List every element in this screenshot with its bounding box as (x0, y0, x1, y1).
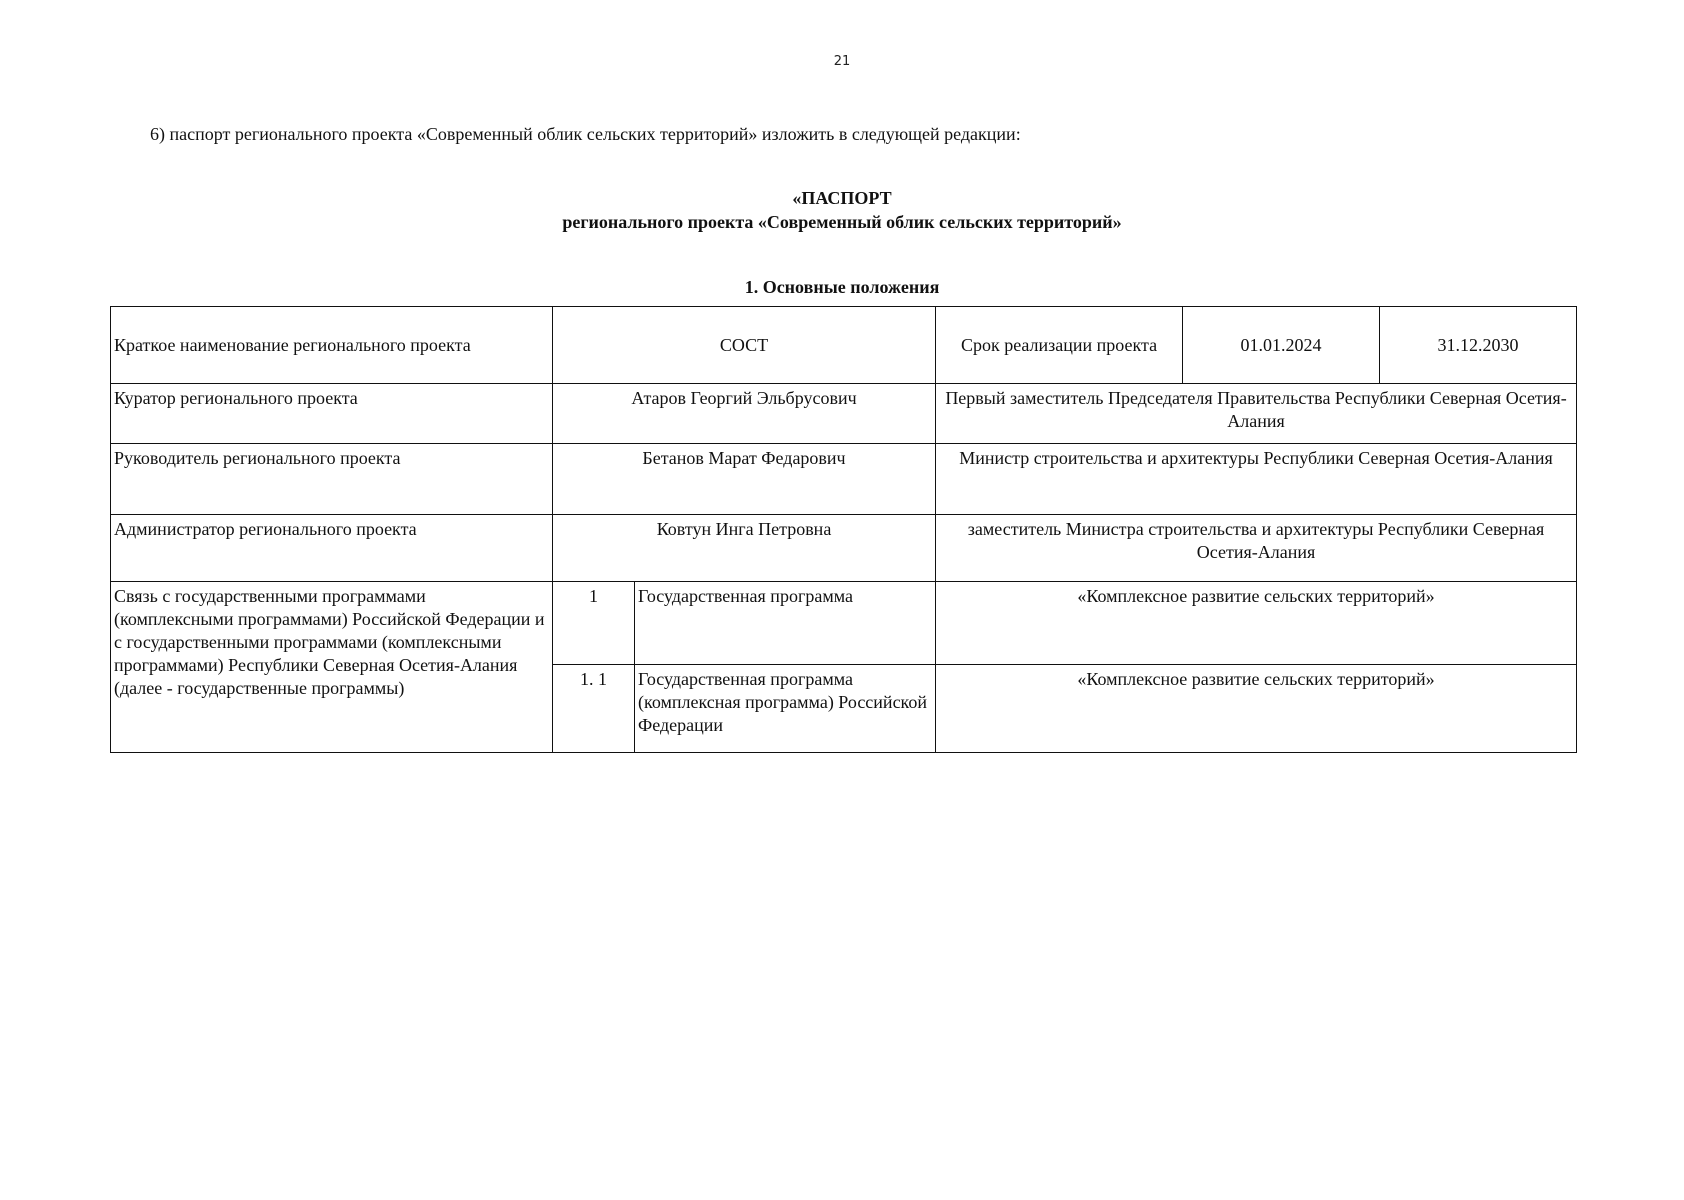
intro-paragraph: 6) паспорт регионального проекта «Современный облик сельских территорий» изложить в следующей редакции: (150, 124, 1021, 144)
curator-name: Атаров Георгий Эльбрусович (553, 384, 936, 444)
title-line-1: «ПАСПОРТ (792, 188, 892, 208)
table-row-program-1 (111, 582, 1577, 665)
programs-link-label: Связь с государственными программами (комплексными программами) Российской Федерации и с государственными программами (комплексными программами) Республики Северная Осетия-Алания (далее - государственные программы) (111, 582, 553, 753)
section-title: 1. Основные положения (744, 277, 940, 297)
admin-position: заместитель Министра строительства и архитектуры Республики Северная Осетия-Алания (936, 515, 1577, 582)
admin-name: Ковтун Инга Петровна (553, 515, 936, 582)
program-number: 1. 1 (553, 665, 635, 753)
table-row-short-name (111, 307, 1577, 384)
period-label: Срок реализации проекта (936, 307, 1183, 384)
program-number: 1 (553, 582, 635, 665)
program-type: Государственная программа (635, 582, 936, 665)
period-end: 31.12.2030 (1380, 307, 1577, 384)
document-title (0, 186, 1684, 234)
admin-label: Администратор регионального проекта (111, 515, 553, 582)
title-line-2: регионального проекта «Современный облик сельских территорий» (562, 212, 1122, 232)
program-name: «Комплексное развитие сельских территорий» (936, 665, 1577, 753)
curator-label: Куратор регионального проекта (111, 384, 553, 444)
head-label: Руководитель регионального проекта (111, 444, 553, 515)
table-row-curator (111, 384, 1577, 444)
head-name: Бетанов Марат Федарович (553, 444, 936, 515)
period-start: 01.01.2024 (1183, 307, 1380, 384)
head-position: Министр строительства и архитектуры Республики Северная Осетия-Алания (936, 444, 1577, 515)
short-name-value: СОСТ (553, 307, 936, 384)
program-type: Государственная программа (комплексная программа) Российской Федерации (635, 665, 936, 753)
program-name: «Комплексное развитие сельских территорий» (936, 582, 1577, 665)
passport-table (110, 306, 1577, 753)
table-row-head (111, 444, 1577, 515)
page-number: 21 (833, 54, 851, 69)
curator-position: Первый заместитель Председателя Правительства Республики Северная Осетия-Алания (936, 384, 1577, 444)
table-row-admin (111, 515, 1577, 582)
short-name-label: Краткое наименование регионального проекта (111, 307, 553, 384)
